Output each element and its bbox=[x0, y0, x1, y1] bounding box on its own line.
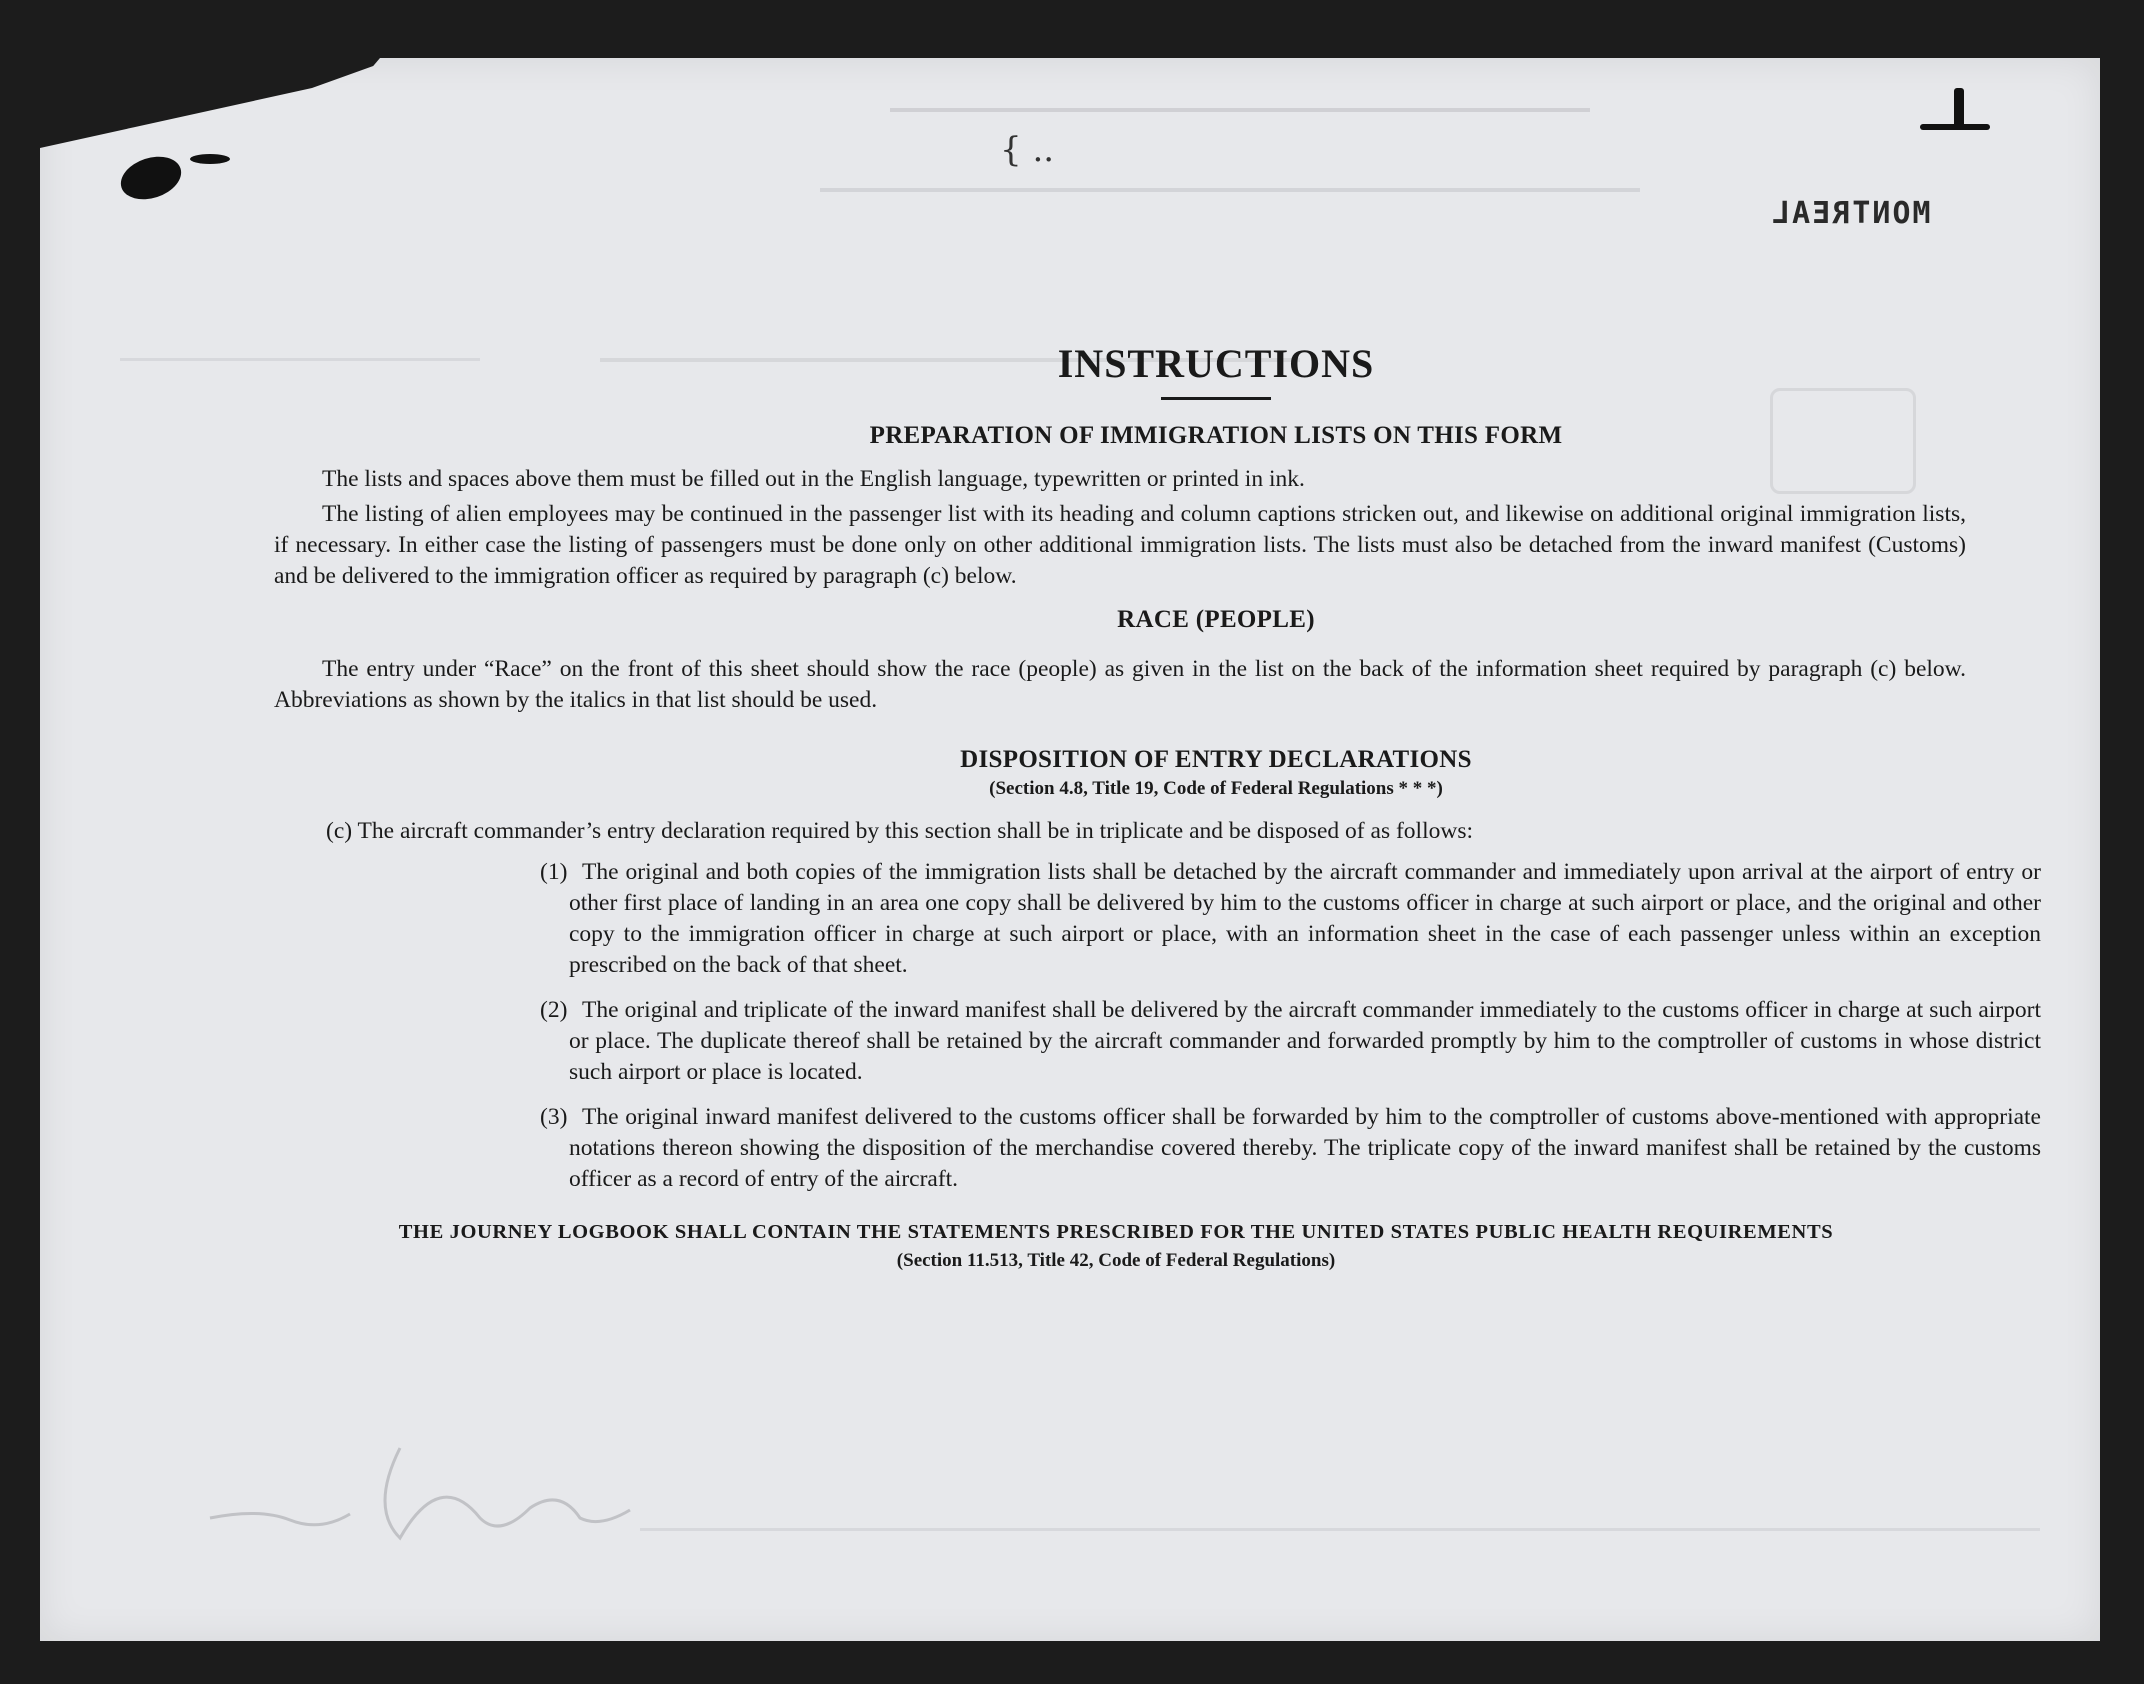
paragraph: The lists and spaces above them must be filled out in the English language, typewritten or printed in ink. bbox=[322, 466, 1305, 492]
list-item bbox=[540, 857, 2041, 981]
list-item-text: The original inward manifest delivered to the customs officer shall be forwarded by him to the comptroller of customs above-mentioned with appropriate notations thereon showing the disposition of the merchandise covered thereby. The triplicate copy of the inward manifest shall be retained by the customs officer as a record of entry of the aircraft. bbox=[569, 1104, 2041, 1192]
section-subheading-disposition: (Section 4.8, Title 19, Code of Federal Regulations * * *) bbox=[989, 778, 1443, 799]
instructions-content bbox=[236, 280, 2041, 1272]
section-heading-race: RACE (PEOPLE) bbox=[1117, 606, 1315, 633]
list-item-text: The original and both copies of the immigration lists shall be detached by the aircraft commander and immediately upon arrival at the airport of entry or other first place of landing in an area one copy shall be delivered by him to the customs officer in charge at such airport or place, and the original and other copy to the immigration officer in charge at such airport or place, with an information sheet in the case of each passenger unless within an exception prescribed on the back of that sheet. bbox=[569, 859, 2041, 978]
ink-blot bbox=[1920, 124, 1990, 130]
faint-signature bbox=[200, 1428, 720, 1548]
paragraph: The listing of alien employees may be continued in the passenger list with its heading and column captions stricken out, and likewise on additional original immigration lists, if necessary. In either case the listing of passengers must be done only on other additional immigration lists. The lists must also be detached from the inward manifest (Customs) and be delivered to the immigration officer as required by paragraph (c) below. bbox=[274, 501, 1966, 589]
ink-blot bbox=[190, 154, 230, 164]
pencil-scribble: { .. bbox=[1000, 130, 1055, 170]
footer-heading: THE JOURNEY LOGBOOK SHALL CONTAIN THE STATEMENTS PRESCRIBED FOR THE UNITED STATES PUBLIC HEALTH REQUIREMENTS bbox=[398, 1221, 1834, 1243]
title-underline bbox=[1161, 397, 1271, 400]
ink-blot bbox=[1954, 88, 1964, 128]
section-heading-immigration: PREPARATION OF IMMIGRATION LISTS ON THIS FORM bbox=[869, 422, 1563, 449]
stamp-text: MONTREAL bbox=[1770, 196, 1931, 231]
document-sheet bbox=[40, 58, 2100, 1641]
paragraph-c-intro: (c) The aircraft commander’s entry declaration required by this section shall be in triplicate and be disposed of as follows: bbox=[326, 818, 1473, 844]
list-item-number: (2) bbox=[540, 997, 568, 1023]
footer-subheading: (Section 11.513, Title 42, Code of Federal Regulations) bbox=[896, 1250, 1336, 1271]
ink-blot bbox=[115, 149, 186, 206]
torn-corner bbox=[40, 58, 380, 158]
list-item-number: (3) bbox=[540, 1104, 568, 1130]
bleed-through-mark bbox=[640, 1528, 2040, 1531]
list-item-number: (1) bbox=[540, 859, 568, 885]
page-title: INSTRUCTIONS bbox=[1057, 341, 1375, 386]
list-item bbox=[540, 1102, 2041, 1195]
paragraph: The entry under “Race” on the front of this sheet should show the race (people) as given in the list on the back of the information sheet required by paragraph (c) below. Abbreviations as shown by the italics in that list should be used. bbox=[274, 656, 1966, 713]
list-item-text: The original and triplicate of the inward manifest shall be delivered by the aircraft commander immediately to the customs officer in charge at such airport or place. The duplicate thereof shall be retained by the aircraft commander and forwarded promptly by him to the comptroller of customs in whose district such airport or place is located. bbox=[569, 997, 2041, 1085]
section-heading-disposition: DISPOSITION OF ENTRY DECLARATIONS bbox=[960, 746, 1472, 773]
bleed-through-mark bbox=[820, 188, 1640, 192]
bleed-through-mark bbox=[890, 108, 1590, 112]
list-item bbox=[540, 995, 2041, 1088]
